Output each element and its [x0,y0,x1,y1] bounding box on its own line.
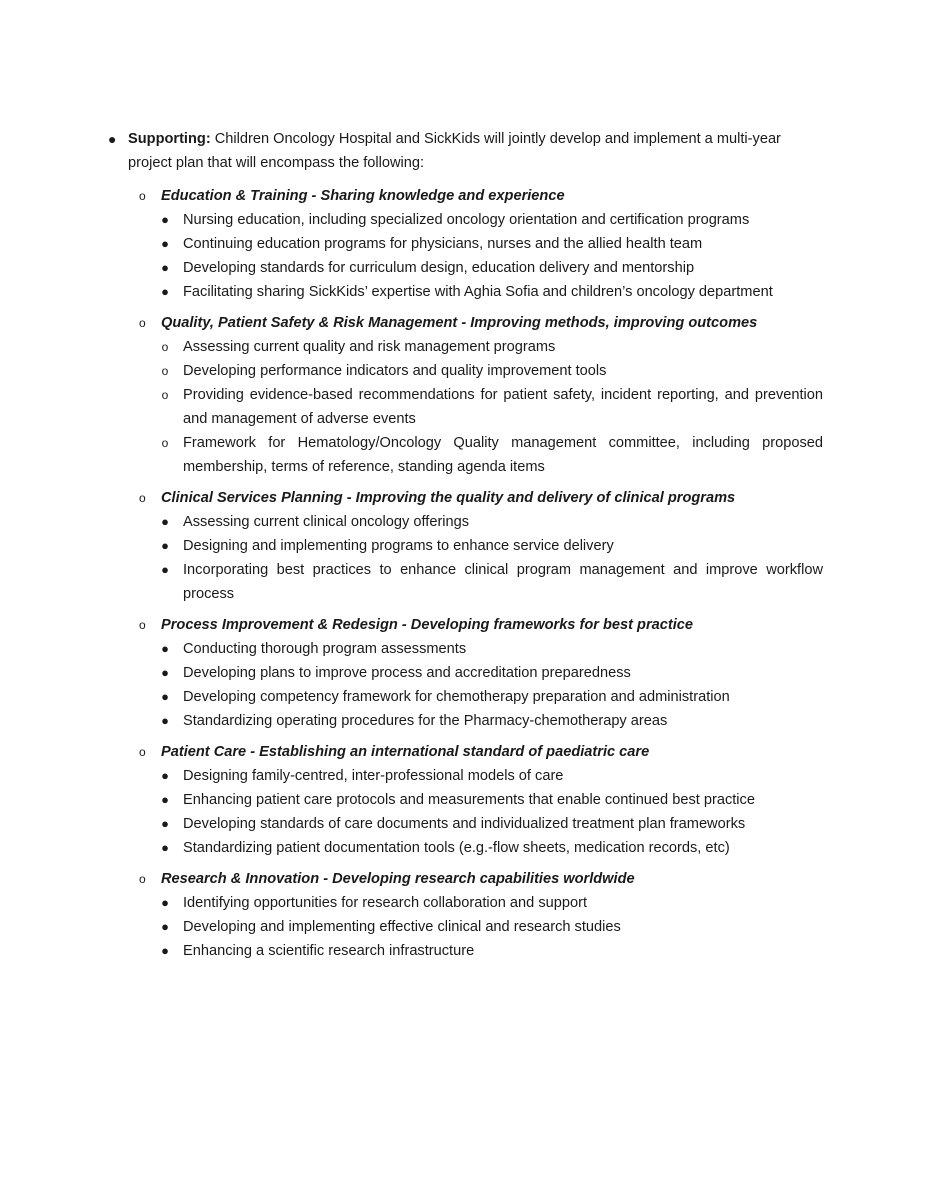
list-item-text: Developing and implementing effective clinical and research studies [183,919,621,935]
section-heading-text: Quality, Patient Safety & Risk Management - Improving methods, improving outcomes [161,315,758,331]
section-heading [0,311,930,335]
list-item [0,280,823,304]
list-item-text: Designing and implementing programs to enhance service delivery [183,538,614,554]
bullet-marker: ● [108,131,117,147]
section [0,867,930,963]
list-item-text: Developing competency framework for chemotherapy preparation and administration [183,689,730,705]
circle-bullet-icon: o [161,436,169,450]
section-heading [0,184,930,208]
list-item-text: Developing standards of care documents and individualized treatment plan frameworks [183,816,746,832]
list-item-text: Assessing current quality and risk management programs [183,339,556,355]
circle-bullet-icon: o [161,340,169,354]
disc-bullet-icon: ● [161,562,169,577]
list-item [0,939,823,963]
disc-bullet-icon: ● [161,895,169,910]
supporting-label: Supporting: [128,131,211,147]
list-item [0,764,823,788]
disc-bullet-icon: ● [161,713,169,728]
list-item [0,788,823,812]
section [0,740,930,860]
list-item-text: Continuing education programs for physicians, nurses and the allied health team [183,236,703,252]
sections-list [0,184,930,970]
section-heading-text: Patient Care - Establishing an international standard of paediatric care [161,744,650,760]
list-item [0,915,823,939]
section [0,486,930,606]
circle-bullet-icon: o [139,189,146,203]
disc-bullet-icon: ● [161,212,169,227]
list-item-text: Developing standards for curriculum design, education delivery and mentorship [183,260,695,276]
section-heading-text: Education & Training - Sharing knowledge and experience [161,188,565,204]
disc-bullet-icon: ● [161,641,169,656]
list-item [0,891,823,915]
disc-bullet-icon: ● [161,538,169,553]
list-item-text: Developing plans to improve process and accreditation preparedness [183,665,631,681]
section [0,613,930,733]
list-item-text: Standardizing operating procedures for the Pharmacy-chemotherapy areas [183,713,668,729]
list-item [0,661,823,685]
list-item [0,383,823,431]
section-heading-text: Research & Innovation - Developing research capabilities worldwide [161,871,635,887]
section-heading-text: Clinical Services Planning - Improving the quality and delivery of clinical programs [161,490,736,506]
section-heading [0,613,930,637]
list-item [0,335,823,359]
disc-bullet-icon: ● [161,236,169,251]
disc-bullet-icon: ● [161,260,169,275]
section [0,311,930,479]
section-heading [0,486,930,510]
list-item [0,359,823,383]
circle-bullet-icon: o [139,491,146,505]
list-item [0,709,823,733]
list-item [0,836,823,860]
disc-bullet-icon: ● [161,943,169,958]
list-item-text: Conducting thorough program assessments [183,641,467,657]
circle-bullet-icon: o [139,316,146,330]
circle-bullet-icon: o [139,872,146,886]
list-item-text: Incorporating best practices to enhance clinical program management and improve workflow process [183,562,823,602]
list-item-text: Framework for Hematology/Oncology Quality management committee, including proposed membership, terms of reference, standing agenda items [183,435,823,475]
disc-bullet-icon: ● [161,665,169,680]
circle-bullet-icon: o [139,745,146,759]
list-item [0,534,823,558]
disc-bullet-icon: ● [161,689,169,704]
list-item [0,232,823,256]
list-item-text: Designing family-centred, inter-professional models of care [183,768,564,784]
list-item-text: Facilitating sharing SickKids’ expertise with Aghia Sofia and children’s oncology department [183,284,773,300]
disc-bullet-icon: ● [161,919,169,934]
list-item-text: Assessing current clinical oncology offerings [183,514,470,530]
section-heading [0,740,930,764]
disc-bullet-icon: ● [161,284,169,299]
supporting-text: Children Oncology Hospital and SickKids will jointly develop and implement a multi-year project plan that will encompass the following: [128,131,781,171]
list-item [0,510,823,534]
disc-bullet-icon: ● [161,816,169,831]
disc-bullet-icon: ● [161,792,169,807]
supporting-paragraph [108,127,824,175]
circle-bullet-icon: o [161,364,169,378]
section [0,184,930,304]
list-item-text: Standardizing patient documentation tools (e.g.-flow sheets, medication records, etc) [183,840,730,856]
list-item [0,208,823,232]
list-item [0,637,823,661]
list-item-text: Providing evidence-based recommendations for patient safety, incident reporting, and prevention and management of adverse events [183,387,823,427]
list-item [0,256,823,280]
circle-bullet-icon: o [161,388,169,402]
list-item-text: Identifying opportunities for research collaboration and support [183,895,588,911]
list-item [0,685,823,709]
list-item-text: Enhancing patient care protocols and measurements that enable continued best practice [183,792,755,808]
list-item-text: Nursing education, including specialized oncology orientation and certification programs [183,212,750,228]
list-item [0,812,823,836]
disc-bullet-icon: ● [161,514,169,529]
list-item-text: Developing performance indicators and quality improvement tools [183,363,607,379]
circle-bullet-icon: o [139,618,146,632]
disc-bullet-icon: ● [161,768,169,783]
section-heading-text: Process Improvement & Redesign - Developing frameworks for best practice [161,617,694,633]
list-item [0,431,823,479]
list-item-text: Enhancing a scientific research infrastructure [183,943,475,959]
section-heading [0,867,930,891]
disc-bullet-icon: ● [161,840,169,855]
list-item [0,558,823,606]
